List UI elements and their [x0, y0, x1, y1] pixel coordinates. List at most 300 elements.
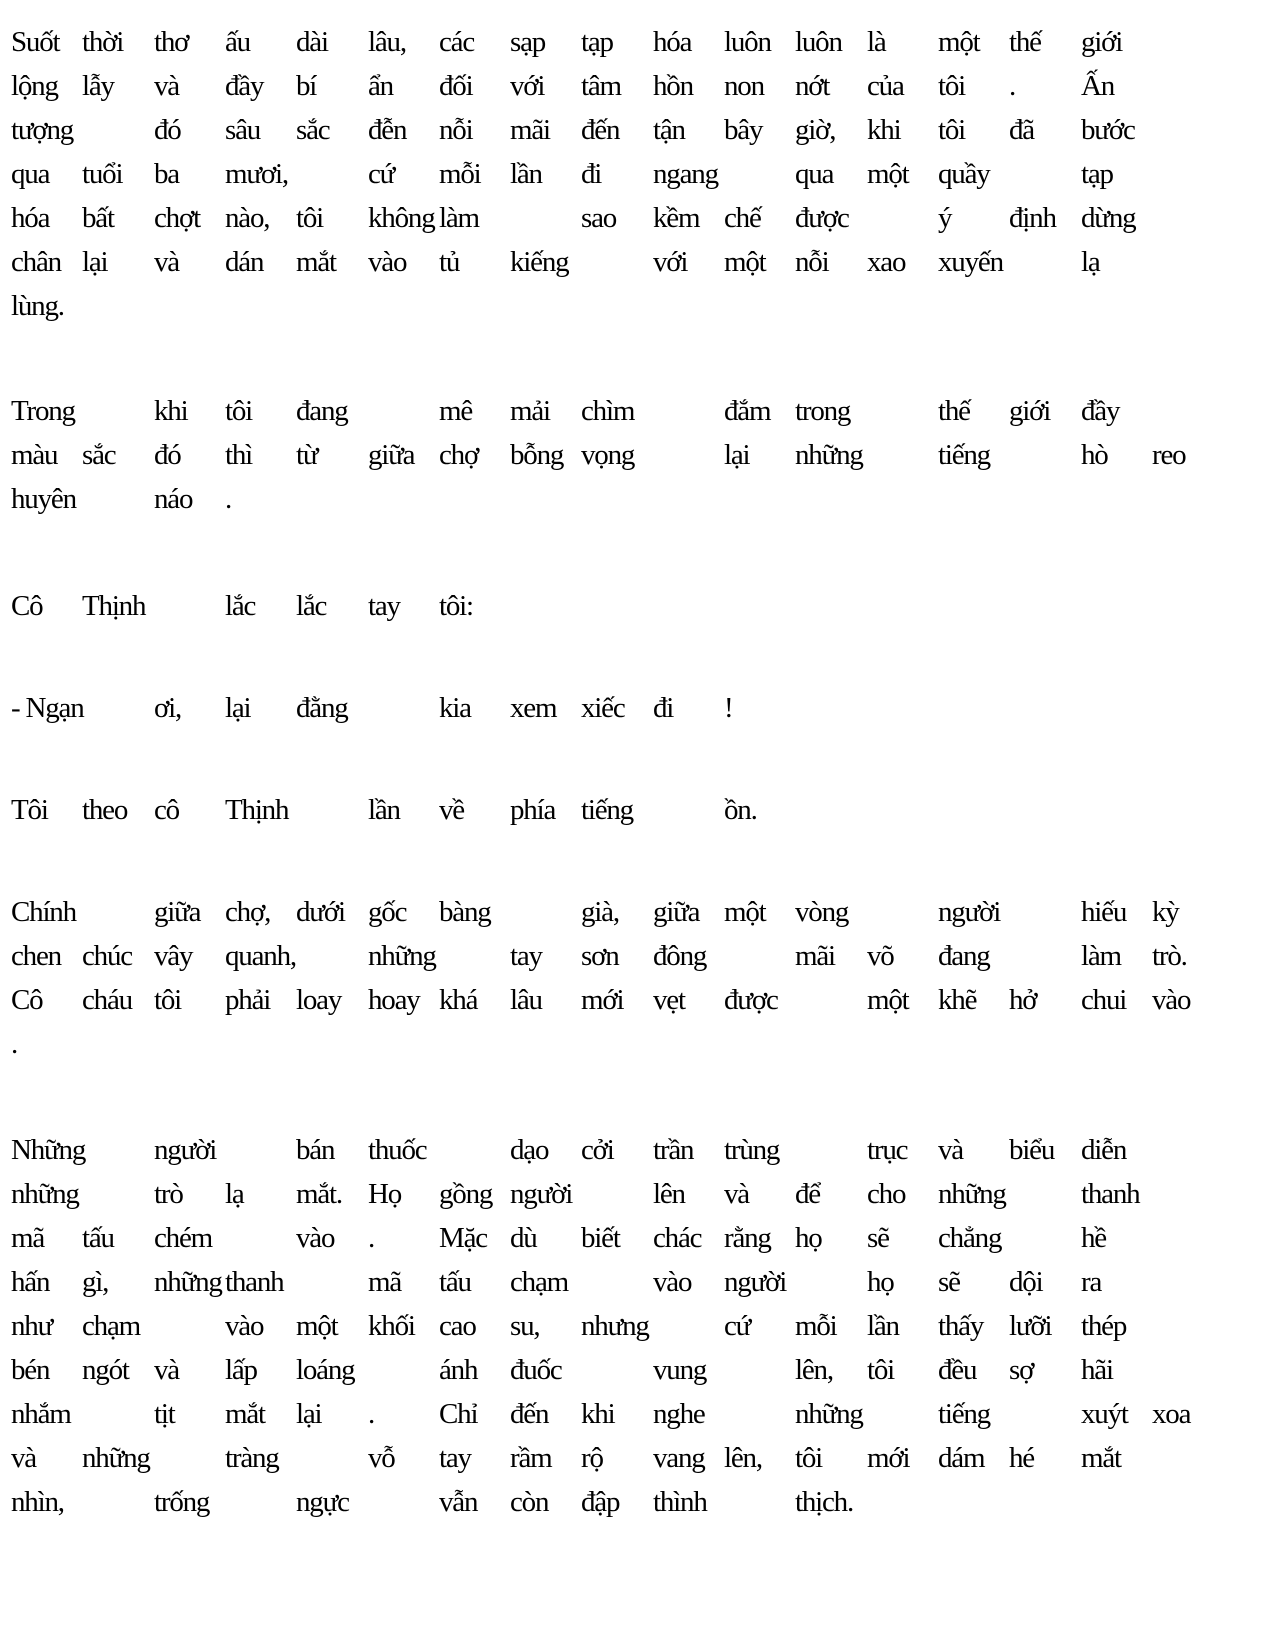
word: xuyến — [938, 246, 1003, 278]
text-line — [0, 240, 1275, 284]
word: khi — [154, 395, 188, 427]
word: kỳ — [1152, 896, 1179, 928]
word: huyên — [11, 483, 76, 515]
word: cháu — [82, 984, 132, 1016]
word: một — [867, 158, 909, 190]
word: bí — [296, 70, 317, 102]
word: khi — [867, 114, 901, 146]
word: vây — [154, 940, 193, 972]
word: phía — [510, 794, 556, 826]
word: vang — [653, 1442, 705, 1474]
word: Thịnh — [225, 794, 289, 826]
word: giữa — [368, 439, 415, 471]
text-line — [0, 433, 1275, 477]
word: tiếng — [581, 794, 633, 826]
word: Chỉ — [439, 1398, 478, 1430]
word: gốc — [368, 896, 407, 928]
word: đằng — [296, 692, 348, 724]
text-line — [0, 890, 1275, 934]
word: thấy — [938, 1310, 984, 1342]
word: chân — [11, 246, 61, 278]
word: sẽ — [938, 1266, 960, 1298]
word: biểu — [1009, 1134, 1055, 1166]
word: chúc — [82, 940, 132, 972]
word: rằng — [724, 1222, 771, 1254]
word: - Ngạn — [11, 692, 84, 724]
word: tôi — [296, 202, 324, 234]
word: thế — [1009, 26, 1041, 58]
word: đối — [439, 70, 473, 102]
word: . — [225, 483, 232, 515]
word: tạp — [581, 26, 613, 58]
word: vỗ — [368, 1442, 395, 1474]
text-line — [0, 934, 1275, 978]
word: kềm — [653, 202, 700, 234]
word: những — [82, 1442, 150, 1474]
word: sẽ — [867, 1222, 889, 1254]
word: mải — [510, 395, 550, 427]
word: xuýt — [1081, 1398, 1128, 1430]
word: đó — [154, 114, 181, 146]
word: đó — [154, 439, 181, 471]
word: chạm — [510, 1266, 569, 1298]
word: trong — [795, 395, 851, 427]
word: già, — [581, 896, 619, 928]
word: những — [154, 1266, 222, 1298]
word: su, — [510, 1310, 540, 1342]
word: dán — [225, 246, 264, 278]
word: sạp — [510, 26, 546, 58]
word: tấu — [439, 1266, 471, 1298]
word: ồn. — [724, 794, 757, 826]
word: những — [795, 439, 863, 471]
word: đã — [1009, 114, 1034, 146]
word: Ấn — [1081, 70, 1115, 102]
text-line — [0, 978, 1275, 1022]
word: sơn — [581, 940, 619, 972]
word: lần — [510, 158, 542, 190]
word: tiếng — [938, 1398, 990, 1430]
word: ẩn — [368, 70, 393, 102]
word: quanh, — [225, 940, 296, 972]
word: chém — [154, 1222, 213, 1254]
word: dạo — [510, 1134, 549, 1166]
word: tủ — [439, 246, 460, 278]
word: ngót — [82, 1354, 129, 1386]
word: được — [795, 202, 849, 234]
word: khi — [581, 1398, 615, 1430]
word: giờ, — [795, 114, 836, 146]
word: dài — [296, 26, 328, 58]
word: khối — [368, 1310, 415, 1342]
word: trò. — [1152, 940, 1187, 972]
word: lâu — [510, 984, 542, 1016]
word: lạ — [225, 1178, 244, 1210]
word: và — [154, 1354, 179, 1386]
word: mắt. — [296, 1178, 342, 1210]
word: rầm — [510, 1442, 552, 1474]
word: tràng — [225, 1442, 279, 1474]
word: nỗi — [439, 114, 473, 146]
text-line — [0, 477, 1275, 521]
word: lùng. — [11, 290, 64, 322]
word: về — [439, 794, 464, 826]
word: đầy — [225, 70, 264, 102]
word: dừng — [1081, 202, 1136, 234]
word: sâu — [225, 114, 261, 146]
word: Cô — [11, 984, 43, 1016]
word: Suốt — [11, 26, 60, 58]
word: xiếc — [581, 692, 625, 724]
word: tôi — [938, 114, 966, 146]
word: tấu — [82, 1222, 114, 1254]
word: ý — [938, 202, 952, 234]
word: Trong — [11, 395, 75, 427]
word: sắc — [82, 439, 116, 471]
word: tay — [439, 1442, 471, 1474]
word: bước — [1081, 114, 1135, 146]
word: định — [1009, 202, 1056, 234]
word: mươi, — [225, 158, 288, 190]
word: thép — [1081, 1310, 1127, 1342]
word: màu — [11, 439, 58, 471]
word: đuốc — [510, 1354, 562, 1386]
word: tôi — [795, 1442, 823, 1474]
word: hở — [1009, 984, 1037, 1016]
word: ba — [154, 158, 179, 190]
word: quầy — [938, 158, 990, 190]
word: tạp — [1081, 158, 1113, 190]
word: qua — [795, 158, 834, 190]
word: mới — [867, 1442, 910, 1474]
word: loay — [296, 984, 342, 1016]
word: ánh — [439, 1354, 478, 1386]
word: đến — [510, 1398, 549, 1430]
word: một — [724, 896, 766, 928]
word: cứ — [724, 1310, 751, 1342]
word: biết — [581, 1222, 620, 1254]
word: tịt — [154, 1398, 175, 1430]
word: dưới — [296, 896, 345, 928]
word: cho — [867, 1178, 906, 1210]
word: tôi — [867, 1354, 895, 1386]
word: và — [11, 1442, 36, 1474]
text-line — [0, 584, 1275, 628]
word: rộ — [581, 1442, 603, 1474]
word: chợ, — [225, 896, 271, 928]
word: nhắm — [11, 1398, 71, 1430]
word: ! — [724, 692, 733, 724]
text-line — [0, 389, 1275, 433]
word: thịch. — [795, 1486, 854, 1518]
word: tôi: — [439, 590, 473, 622]
word: xoa — [1152, 1398, 1191, 1430]
word: theo — [82, 794, 128, 826]
word: lần — [867, 1310, 899, 1342]
word: thời — [82, 26, 124, 58]
word: đễn — [368, 114, 407, 146]
word: dám — [938, 1442, 985, 1474]
word: ngang — [653, 158, 718, 190]
word: lại — [82, 246, 108, 278]
word: từ — [296, 439, 318, 471]
word: xao — [867, 246, 906, 278]
word: đang — [296, 395, 348, 427]
word: vẫn — [439, 1486, 478, 1518]
word: Tôi — [11, 794, 48, 826]
word: hề — [1081, 1222, 1106, 1254]
word: đông — [653, 940, 707, 972]
word: lưỡi — [1009, 1310, 1052, 1342]
word: lộng — [11, 70, 58, 102]
word: đập — [581, 1486, 620, 1518]
word: dội — [1009, 1266, 1043, 1298]
text-line — [0, 1128, 1275, 1172]
text-line — [0, 1348, 1275, 1392]
word: tay — [368, 590, 400, 622]
word: võ — [867, 940, 894, 972]
word: cứ — [368, 158, 395, 190]
word: là — [867, 26, 886, 58]
word: và — [154, 246, 179, 278]
text-line — [0, 788, 1275, 832]
word: lại — [296, 1398, 322, 1430]
word: sắc — [296, 114, 330, 146]
word: trục — [867, 1134, 908, 1166]
text-line — [0, 20, 1275, 64]
text-line — [0, 686, 1275, 730]
word: người — [724, 1266, 787, 1298]
word: lên, — [795, 1354, 833, 1386]
word: diễn — [1081, 1134, 1127, 1166]
word: nghe — [653, 1398, 705, 1430]
word: giữa — [154, 896, 201, 928]
word: đang — [938, 940, 990, 972]
word: hóa — [653, 26, 692, 58]
word: mới — [581, 984, 624, 1016]
word: chế — [724, 202, 761, 234]
word: ra — [1081, 1266, 1102, 1298]
word: lên, — [724, 1442, 762, 1474]
word: lạ — [1081, 246, 1100, 278]
word: bất — [82, 202, 114, 234]
word: người — [510, 1178, 573, 1210]
word: ơi, — [154, 692, 182, 724]
word: . — [1009, 70, 1016, 102]
word: tận — [653, 114, 685, 146]
word: giới — [1009, 395, 1051, 427]
word: lại — [225, 692, 251, 724]
word: để — [795, 1178, 820, 1210]
word: non — [724, 70, 764, 102]
word: người — [154, 1134, 217, 1166]
word: lẫy — [82, 70, 114, 102]
word: trùng — [724, 1134, 780, 1166]
word: đi — [581, 158, 602, 190]
word: Những — [11, 1134, 86, 1166]
word: còn — [510, 1486, 549, 1518]
word: mãi — [795, 940, 835, 972]
word: nớt — [795, 70, 830, 102]
word: hò — [1081, 439, 1108, 471]
word: đắm — [724, 395, 771, 427]
word: khẽ — [938, 984, 977, 1016]
word: ấu — [225, 26, 250, 58]
word: chợt — [154, 202, 200, 234]
word: tôi — [154, 984, 182, 1016]
word: nỗi — [795, 246, 829, 278]
word: thế — [938, 395, 970, 427]
word: dù — [510, 1222, 537, 1254]
word: bây — [724, 114, 763, 146]
word: luôn — [724, 26, 771, 58]
word: chẳng — [938, 1222, 1002, 1254]
word: qua — [11, 158, 50, 190]
word: không — [368, 202, 435, 234]
word: gồng — [439, 1178, 493, 1210]
word: và — [938, 1134, 963, 1166]
text-line — [0, 1304, 1275, 1348]
word: vào — [653, 1266, 692, 1298]
word: mỗi — [795, 1310, 837, 1342]
word: kiếng — [510, 246, 569, 278]
word: hồn — [653, 70, 693, 102]
word: lắc — [225, 590, 256, 622]
text-line — [0, 152, 1275, 196]
word: những — [11, 1178, 79, 1210]
word: hoay — [368, 984, 420, 1016]
word: hiếu — [1081, 896, 1127, 928]
text-line — [0, 1172, 1275, 1216]
word: nào, — [225, 202, 270, 234]
word: bán — [296, 1134, 335, 1166]
word: chui — [1081, 984, 1127, 1016]
word: mãi — [510, 114, 550, 146]
word: làm — [1081, 940, 1121, 972]
word: những — [938, 1178, 1006, 1210]
word: khá — [439, 984, 478, 1016]
word: với — [510, 70, 545, 102]
word: reo — [1152, 439, 1186, 471]
word: đầy — [1081, 395, 1120, 427]
word: họ — [867, 1266, 894, 1298]
word: đi — [653, 692, 674, 724]
word: tay — [510, 940, 542, 972]
word: chác — [653, 1222, 702, 1254]
word: hóa — [11, 202, 50, 234]
word: . — [368, 1398, 375, 1430]
word: vào — [1152, 984, 1191, 1016]
text-line — [0, 284, 1275, 328]
text-line — [0, 196, 1275, 240]
word: sao — [581, 202, 617, 234]
word: Cô — [11, 590, 43, 622]
word: ngực — [296, 1486, 349, 1518]
word: vọng — [581, 439, 635, 471]
word: mắt — [225, 1398, 265, 1430]
word: kia — [439, 692, 471, 724]
word: một — [938, 26, 980, 58]
word: một — [724, 246, 766, 278]
word: nhưng — [581, 1310, 649, 1342]
word: một — [296, 1310, 338, 1342]
word: làm — [439, 202, 479, 234]
word: mắt — [1081, 1442, 1121, 1474]
word: chen — [11, 940, 61, 972]
text-line — [0, 1392, 1275, 1436]
word: tuổi — [82, 158, 123, 190]
word: tiếng — [938, 439, 990, 471]
word: trò — [154, 1178, 183, 1210]
word: lấp — [225, 1354, 257, 1386]
text-line — [0, 1022, 1275, 1066]
word: mắt — [296, 246, 336, 278]
word: hé — [1009, 1442, 1034, 1474]
word: gì, — [82, 1266, 109, 1298]
word: Mặc — [439, 1222, 487, 1254]
word: loáng — [296, 1354, 355, 1386]
word: đều — [938, 1354, 977, 1386]
word: thì — [225, 439, 253, 471]
word: vung — [653, 1354, 707, 1386]
word: như — [11, 1310, 53, 1342]
word: mê — [439, 395, 473, 427]
word: chợ — [439, 439, 479, 471]
word: của — [867, 70, 904, 102]
word: cao — [439, 1310, 476, 1342]
word: thanh — [225, 1266, 284, 1298]
word: tôi — [225, 395, 253, 427]
word: lâu, — [368, 26, 406, 58]
word: Chính — [11, 896, 76, 928]
word: người — [938, 896, 1001, 928]
word: đến — [581, 114, 620, 146]
word: vòng — [795, 896, 849, 928]
word: chạm — [82, 1310, 141, 1342]
word: thơ — [154, 26, 189, 58]
word: phải — [225, 984, 271, 1016]
word: được — [724, 984, 778, 1016]
word: bén — [11, 1354, 50, 1386]
word: một — [867, 984, 909, 1016]
word: với — [653, 246, 688, 278]
word: sợ — [1009, 1354, 1034, 1386]
text-line — [0, 108, 1275, 152]
word: cô — [154, 794, 179, 826]
word: thình — [653, 1486, 707, 1518]
word: mã — [11, 1222, 45, 1254]
word: hấn — [11, 1266, 50, 1298]
word: Thịnh — [82, 590, 146, 622]
word: tâm — [581, 70, 621, 102]
word: vẹt — [653, 984, 685, 1016]
word: nhìn, — [11, 1486, 64, 1518]
word: giữa — [653, 896, 700, 928]
text-line — [0, 1260, 1275, 1304]
word: các — [439, 26, 475, 58]
word: vào — [225, 1310, 264, 1342]
word: hãi — [1081, 1354, 1113, 1386]
word: xem — [510, 692, 557, 724]
word: lần — [368, 794, 400, 826]
word: lại — [724, 439, 750, 471]
word: những — [795, 1398, 863, 1430]
text-line — [0, 1436, 1275, 1480]
word: . — [368, 1222, 375, 1254]
word: và — [154, 70, 179, 102]
word: cởi — [581, 1134, 614, 1166]
word: lắc — [296, 590, 327, 622]
